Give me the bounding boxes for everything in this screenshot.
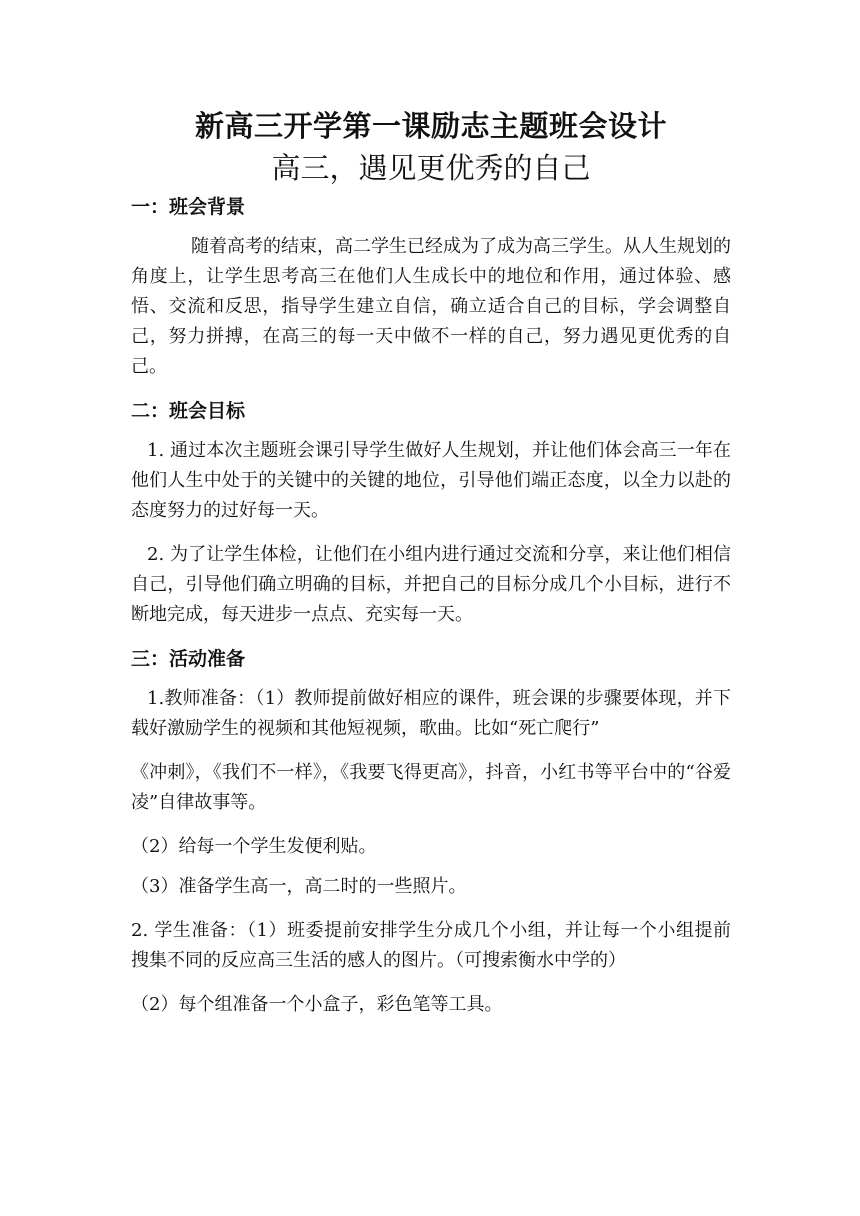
goal-paragraph-1: 1. 通过本次主题班会课引导学生做好人生规划，并让他们体会高三一年在他们人生中处于的关键中的关键的地位，引导他们端正态度，以全力以赴的态度努力的过好每一天。	[131, 440, 731, 521]
document-title: 新高三开学第一课励志主题班会设计	[194, 109, 667, 143]
preparation-item-sticky-notes: （2）给每一个学生发便利贴。	[131, 836, 377, 857]
document-body	[131, 104, 731, 1034]
section-heading-goals: 二：班会目标	[131, 400, 246, 422]
preparation-item-boxes: （2）每个组准备一个小盒子，彩色笔等工具。	[131, 994, 503, 1015]
student-preparation-paragraph: 2. 学生准备：（1）班委提前安排学生分成几个小组，并让每一个小组提前搜集不同的反应高三生活的感人的图片。（可搜索衡水中学的）	[131, 920, 731, 971]
goal-paragraph-2: 2. 为了让学生体检，让他们在小组内进行通过交流和分享，来让他们相信自己，引导他们确立明确的目标，并把自己的目标分成几个小目标，进行不断地完成，每天进步一点点、充实每一天。	[131, 544, 731, 625]
teacher-preparation-paragraph: 1.教师准备：（1）教师提前做好相应的课件，班会课的步骤要体现，并下载好激励学生的视频和其他短视频，歌曲。比如“死亡爬行”	[131, 688, 731, 739]
background-paragraph: 随着高考的结束，高二学生已经成为了成为高三学生。从人生规划的角度上，让学生思考高三在他们人生成长中的地位和作用，通过体验、感悟、交流和反思，指导学生建立自信，确立适合自己的目标，学会调整自己，努力拼搏，在高三的每一天中做不一样的自己，努力遇见更优秀的自己。	[131, 236, 731, 377]
preparation-media-list: 《冲刺》，《我们不一样》，《我要飞得更高》，抖音，小红书等平台中的“谷爱凌”自律故事等。	[131, 762, 731, 813]
section-heading-background: 一：班会背景	[131, 196, 246, 218]
preparation-item-photos: （3）准备学生高一，高二时的一些照片。	[131, 876, 467, 897]
document-subtitle: 高三，遇见更优秀的自己	[271, 151, 591, 185]
section-heading-preparation: 三：活动准备	[131, 648, 246, 670]
